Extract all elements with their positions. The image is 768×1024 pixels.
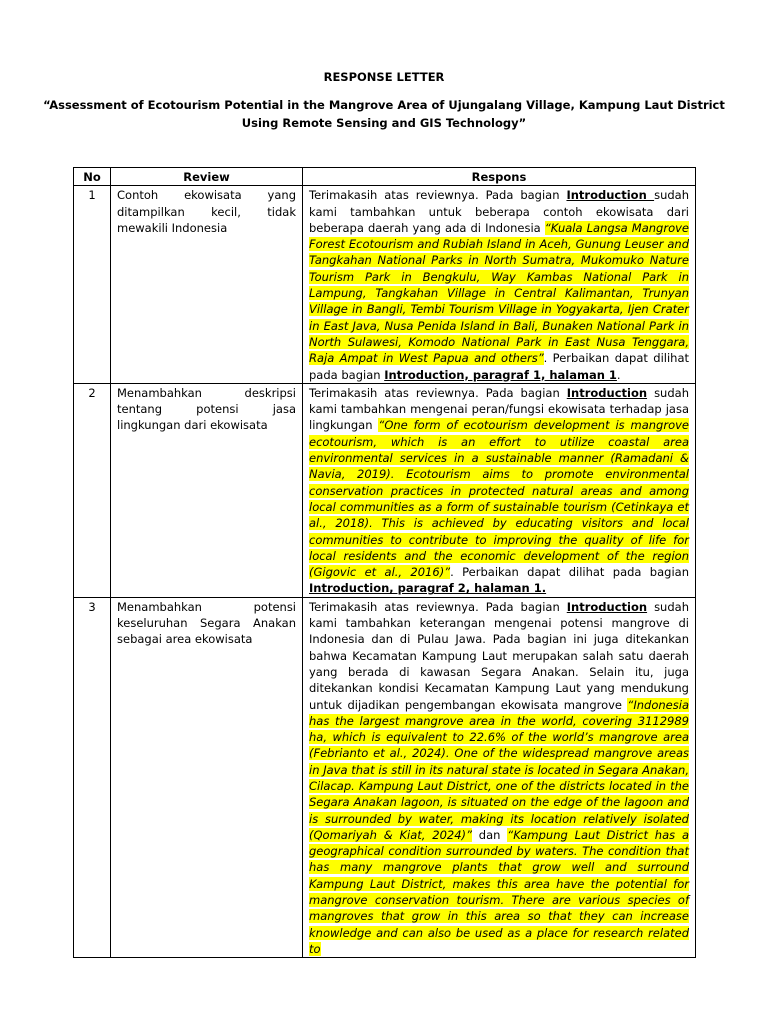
response-text: sudah kami tambahkan untuk beberapa contoh ekowisata dari beberapa daerah yang ada di Indonesia — [309, 188, 689, 235]
subtitle-line-1: “Assessment of Ecotourism Potential in the Mangrove Area of Ujungalang Village, Kampung Laut District — [43, 98, 725, 112]
document-subtitle — [0, 96, 768, 132]
header-no: No — [74, 168, 111, 186]
highlighted-quote: “One form of ecotourism development is mangrove ecotourism, which is an effort to utilize coastal area environmental services in a sustainable manner (Ramadani & Navia, 2019). Ecotourism aims to promote environmental conservation practices in protected natural areas and among local communities as a form of sustainable tourism (Cetinkaya et al., 2018). This is achieved by educating visitors and local communities to contribute to improving the quality of life for local residents and the economic development of the region (Gigovic et al., 2016)” — [309, 418, 689, 580]
response-text: Terimakasih atas reviewnya. Pada bagian — [309, 385, 567, 400]
response-cell — [303, 186, 696, 384]
highlighted-quote: “Indonesia has the largest mangrove area in the world, covering 3112989 ha, which is equivalent to 22.6% of the world’s mangrove area (Febrianto et al., 2024). One of the widespread mangrove areas in Java that is still in its natural state is located in Segara Anakan, Cilacap. Kampung Laut District, one of the districts located in the Segara Anakan lagoon, is situated on the edge of the lagoon and is surrounded by water, making its location relatively isolated (Qomariyah & Kiat, 2024)” — [309, 697, 689, 842]
subtitle-line-2: Using Remote Sensing and GIS Technology” — [241, 116, 527, 130]
section-reference: Introduction — [566, 599, 648, 614]
table-row — [74, 383, 696, 597]
table-row — [74, 186, 696, 384]
review-cell: Menambahkan deskripsi tentang potensi jasa lingkungan dari ekowisata — [111, 383, 303, 597]
highlighted-quote: “Kampung Laut District has a geographical condition surrounded by waters. The condition that has many mangrove plants that grow well and surround Kampung Laut District, makes this area have the potential for mangrove conservation tourism. There are various species of mangroves that grow in this area so that they can increase knowledge and can also be used as a place for research related to — [309, 827, 689, 956]
table-row — [74, 597, 696, 958]
response-text: dan — [471, 827, 508, 842]
section-reference: Introduction — [566, 188, 655, 203]
table-header-row — [74, 168, 696, 186]
response-cell — [303, 383, 696, 597]
section-reference: Introduction — [566, 385, 648, 400]
response-text: . Perbaikan dapat dilihat pada bagian — [450, 565, 689, 580]
row-number: 3 — [74, 597, 111, 958]
response-text: Terimakasih atas reviewnya. Pada bagian — [309, 188, 567, 203]
row-number: 1 — [74, 186, 111, 384]
review-cell: Menambahkan potensi keseluruhan Segara Anakan sebagai area ekowisata — [111, 597, 303, 958]
highlighted-quote: “Kuala Langsa Mangrove Forest Ecotourism and Rubiah Island in Aceh, Gunung Leuser and Tangkahan National Parks in North Sumatra, Mukomuko Nature Tourism Park in Bengkulu, Way Kambas National Park in Lampung, Tangkahan Village in Central Kalimantan, Trunyan Village in Bangli, Tembi Tourism Village in Yogyakarta, Ijen Crater in East Java, Nusa Penida Island in Bali, Bunaken National Park in North Sulawesi, Komodo National Park in East Nusa Tenggara, Raja Ampat in West Papua and others” — [309, 220, 689, 366]
response-text: sudah kami tambahkan mengenai peran/fungsi ekowisata terhadap jasa lingkungan — [309, 385, 689, 433]
response-text: . Perbaikan dapat dilihat pada bagian — [309, 351, 689, 382]
review-cell: Contoh ekowisata yang ditampilkan kecil, tidak mewakili Indonesia — [111, 186, 303, 384]
response-text: . — [616, 367, 621, 382]
location-reference: Introduction, paragraf 1, halaman 1 — [384, 367, 617, 382]
location-reference: Introduction, paragraf 2, halaman 1. — [309, 581, 547, 596]
response-text: sudah kami tambahkan keterangan mengenai potensi mangrove di Indonesia dan di Pulau Jawa. Pada bagian ini juga ditekankan bahwa Kecamatan Kampung Laut merupakan salah satu daerah yang berada di kawasan Segara Anakan. Selain itu, juga ditekankan kondisi Kecamatan Kampung Laut yang mendukung untuk dijadikan pengembangan ekowisata mangrove — [309, 599, 689, 712]
response-cell — [303, 597, 696, 958]
response-table — [73, 167, 696, 958]
response-text: Terimakasih atas reviewnya. Pada bagian — [309, 599, 567, 614]
header-response: Respons — [303, 168, 696, 186]
document-title: RESPONSE LETTER — [323, 70, 445, 84]
header-review: Review — [111, 168, 303, 186]
row-number: 2 — [74, 383, 111, 597]
